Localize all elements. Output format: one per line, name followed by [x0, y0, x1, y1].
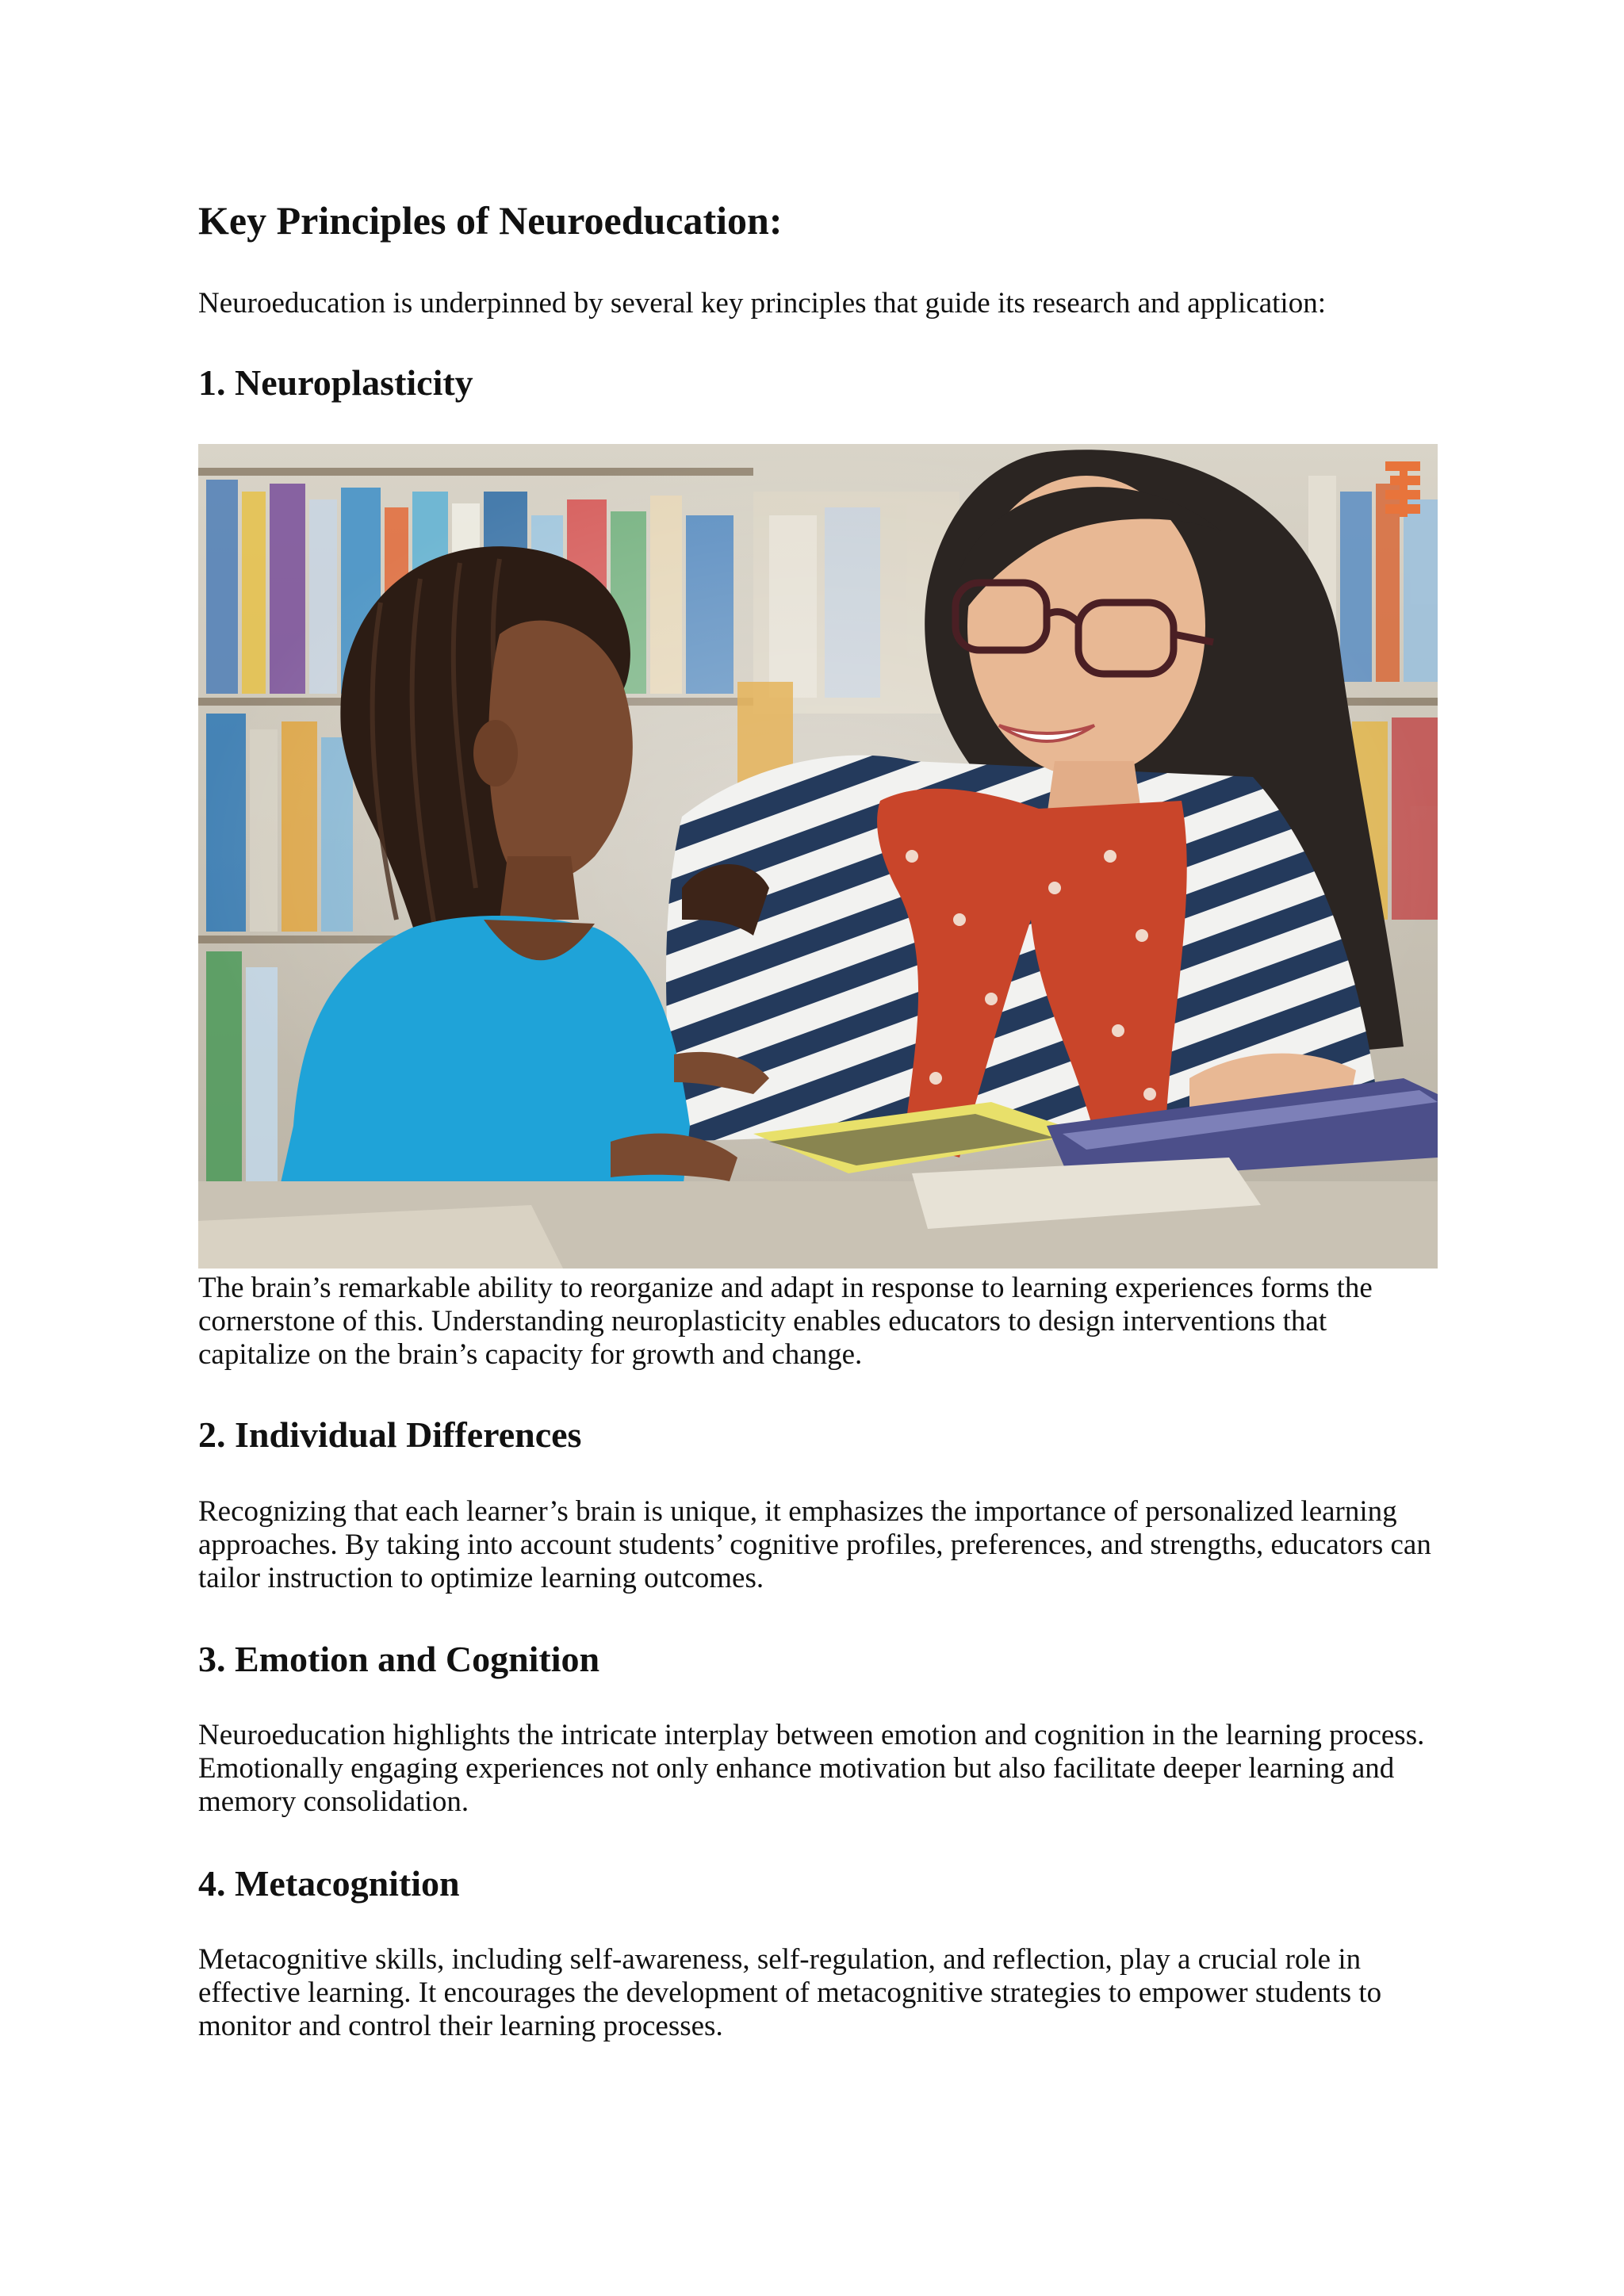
section-heading-neuroplasticity: 1. Neuroplasticity — [198, 362, 473, 403]
section-heading-metacognition: 4. Metacognition — [198, 1863, 460, 1904]
teacher-student-photo — [198, 444, 1438, 1269]
section-body-neuroplasticity: The brain’s remarkable ability to reorganize and adapt in response to learning experiences forms the cornerstone of this. Understanding neuroplasticity enables educators to design interventions that capitalize on the brain’s capacity for growth and change. — [198, 1272, 1373, 1371]
page-title: Key Principles of Neuroeducation: — [198, 198, 783, 243]
intro-paragraph: Neuroeducation is underpinned by several key principles that guide its research and application: — [198, 287, 1326, 320]
section-body-emotion-cognition: Neuroeducation highlights the intricate interplay between emotion and cognition in the learning process. Emotionally engaging experiences not only enhance motivation but also facilitate deeper learning and memory consolidation. — [198, 1719, 1425, 1818]
section-body-metacognition: Metacognitive skills, including self-awareness, self-regulation, and reflection, play a crucial role in effective learning. It encourages the development of metacognitive strategies to empower students to monitor and control their learning processes. — [198, 1943, 1382, 2042]
section-body-individual-differences: Recognizing that each learner’s brain is unique, it emphasizes the importance of personalized learning approaches. By taking into account students’ cognitive profiles, preferences, and strengths, educators can tailor instruction to optimize learning outcomes. — [198, 1495, 1431, 1594]
section-heading-emotion-cognition: 3. Emotion and Cognition — [198, 1639, 600, 1679]
section-heading-individual-differences: 2. Individual Differences — [198, 1414, 582, 1455]
